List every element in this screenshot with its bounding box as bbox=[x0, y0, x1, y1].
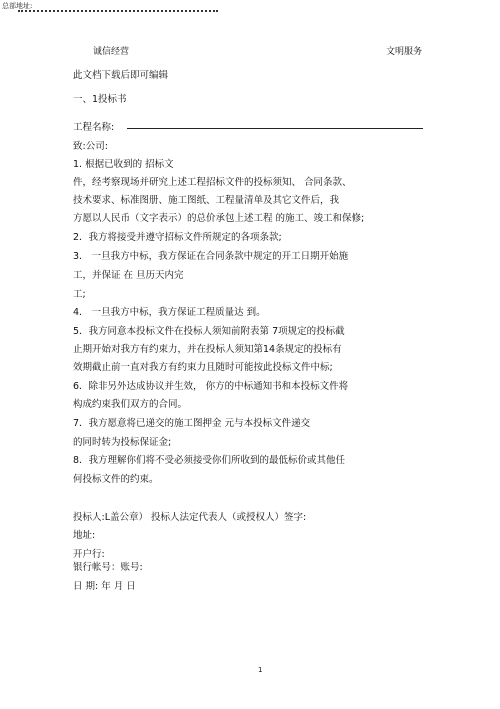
body-line: 3． 一旦我方中标，我方保证在合同条款中规定的开工日期开始施 bbox=[73, 251, 349, 262]
page-number: 1 bbox=[258, 666, 263, 674]
bank-account-line: 银行帐号：账号: bbox=[73, 562, 143, 573]
body-line: 4． 一旦我方中标，我方保证工程质量达 到。 bbox=[73, 307, 266, 318]
body-line: 2．我方将接受并遵守招标文件所规定的各项条款; bbox=[73, 232, 282, 243]
body-line: 何投标文件的约束。 bbox=[73, 474, 159, 485]
body-line: 效期截止前一直对我方有约束力且随时可能按此投标文件中标; bbox=[73, 362, 333, 373]
body-line: 件，经考察现场并研究上述工程招标文件的投标须知、 合同条款、 bbox=[73, 177, 352, 188]
bank-line: 开户行: bbox=[73, 549, 105, 560]
body-line: 工; bbox=[73, 289, 86, 300]
body-line: 技术要求、标准图册、施工图纸、工程量清单及其它文件后，我 bbox=[73, 195, 340, 206]
body-line: 5．我方同意本投标文件在投标人须知前附表第 7项规定的投标截 bbox=[73, 326, 345, 337]
body-line: 1. 根据已收到的 招标文 bbox=[73, 159, 174, 170]
addressee-line: 致:公司: bbox=[73, 141, 108, 152]
body-line: 7．我方愿意将已递交的施工图押金 元与本投标文件递交 bbox=[73, 418, 311, 429]
address-line: 地址: bbox=[73, 530, 96, 541]
body-line: 的同时转为投标保证金; bbox=[73, 437, 172, 448]
body-line: 止期开始对我方有约束力，并在投标人须知第14条规定的投标有 bbox=[73, 344, 342, 355]
bidder-signature-line: 投标人:L盖公章） 投标人法定代表人（或授权人）签字: bbox=[73, 512, 307, 523]
slogan-right: 文明服务 bbox=[386, 47, 423, 57]
slogan-left: 诚信经营 bbox=[93, 47, 130, 57]
project-name-underline bbox=[127, 128, 423, 129]
body-line: 6．除非另外达成协议并生效， 你方的中标通知书和本投标文件将 bbox=[73, 381, 349, 392]
body-line: 工，并保证 在 旦历天内完 bbox=[73, 270, 184, 281]
header-label: 总部地址: bbox=[2, 2, 33, 10]
date-line: 日 期: 年 月 日 bbox=[73, 581, 136, 592]
download-notice: 此文档下载后即可编辑 bbox=[73, 70, 169, 81]
body-line: 方愿以人民币（文字表示）的总价承包上述工程 的施工、竣工和保修; bbox=[73, 213, 365, 224]
body-line: 构成约束我们双方的合同。 bbox=[73, 399, 188, 410]
project-name-label: 工程名称: bbox=[73, 122, 115, 133]
header-dotted-rule bbox=[18, 10, 218, 12]
body-line: 8．我方理解你们将不受必须接受你们所收到的最低标价或其他任 bbox=[73, 455, 346, 466]
section-title: 一、1投标书 bbox=[73, 94, 127, 105]
